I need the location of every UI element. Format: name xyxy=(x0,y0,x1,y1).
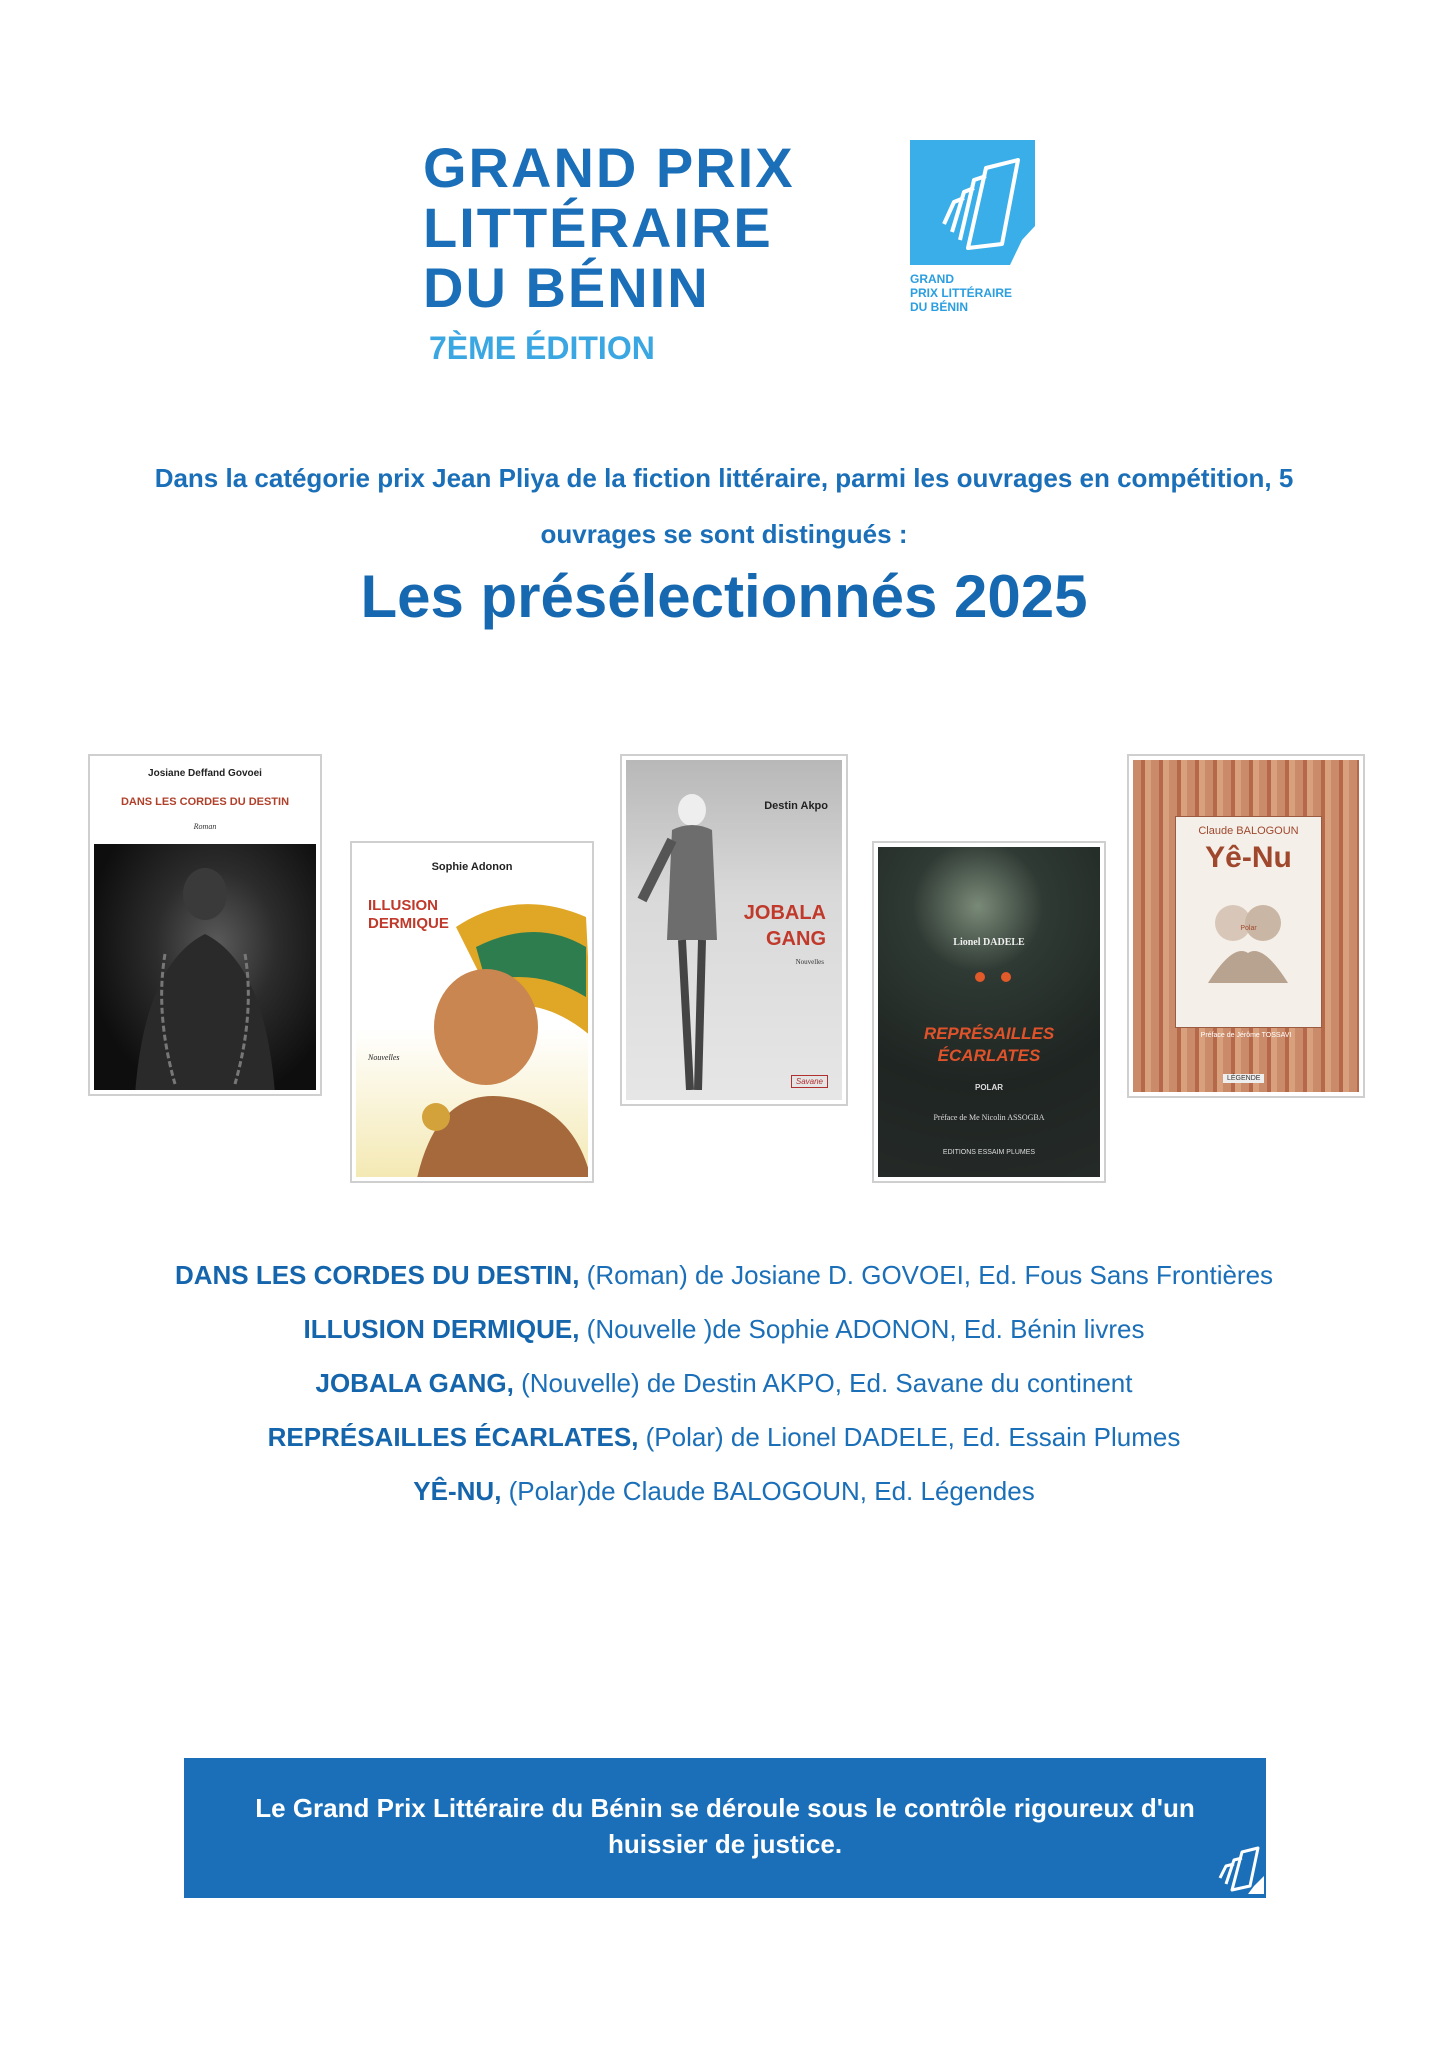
book-list xyxy=(0,1248,1448,1518)
list-item xyxy=(0,1302,1448,1356)
intro-line: ouvrages se sont distingués : xyxy=(540,519,908,549)
book-pages-icon xyxy=(910,140,1035,265)
cover-author: Sophie Adonon xyxy=(431,861,513,873)
publisher-logo: EDITIONS ESSAIM PLUMES xyxy=(942,1149,1036,1156)
cover-genre: Polar xyxy=(1240,925,1257,932)
chained-man-illustration xyxy=(94,844,316,1090)
cover-panel xyxy=(1175,816,1322,1028)
logo-caption xyxy=(910,272,1070,314)
woman-portrait-illustration xyxy=(396,887,588,1177)
edition-label: 7ÈME ÉDITION xyxy=(429,330,655,366)
cover-title-line: ÉCARLATES xyxy=(937,1046,1041,1065)
logo-caption-line: PRIX LITTÉRAIRE xyxy=(910,286,1013,300)
book-details: (Nouvelle) de Destin AKPO, Ed. Savane du continent xyxy=(513,1368,1133,1398)
cover-title xyxy=(744,900,826,952)
cover-title-line: ILLUSION xyxy=(368,897,438,914)
book-cover-cordes xyxy=(88,754,322,1096)
prize-title xyxy=(423,138,883,367)
cover-preface: Préface de Jérôme TOSSAVI xyxy=(1200,1032,1292,1039)
cover-genre: Nouvelles xyxy=(368,1053,400,1062)
intro-text xyxy=(100,450,1348,562)
glowing-eyes-icon xyxy=(968,967,1018,987)
headline: Les présélectionnés 2025 xyxy=(360,563,1088,630)
cover-genre: POLAR xyxy=(975,1083,1003,1092)
cover-title-line: GANG xyxy=(766,928,826,950)
book-title: DANS LES CORDES DU DESTIN, xyxy=(174,1260,580,1290)
cover-author: Claude BALOGOUN xyxy=(1198,825,1299,837)
list-item xyxy=(0,1356,1448,1410)
title-line-3: DU BÉNIN xyxy=(423,256,710,319)
cover-genre: Nouvelles xyxy=(795,958,824,966)
book-pages-icon xyxy=(1212,1840,1264,1894)
book-title: YÊ-NU, xyxy=(413,1476,502,1506)
book-details: (Roman) de Josiane D. GOVOEI, Ed. Fous Sans Frontières xyxy=(579,1260,1274,1290)
title-line-2: LITTÉRAIRE xyxy=(423,196,773,259)
title-line-1: GRAND PRIX xyxy=(423,136,795,199)
cover-title: Yê-Nu xyxy=(1205,841,1292,874)
cover-author: Destin Akpo xyxy=(764,800,828,812)
cover-author: Josiane Deffand Govoei xyxy=(148,768,262,779)
book-cover-illusion xyxy=(350,841,594,1183)
cover-title-line: DERMIQUE xyxy=(368,915,449,932)
footer-banner xyxy=(184,1758,1266,1898)
couple-portrait-illustration xyxy=(1198,883,1298,983)
book-cover-represailles xyxy=(872,841,1106,1183)
cover-preface: Préface de Me Nicolin ASSOGBA xyxy=(933,1113,1045,1122)
publisher-logo: LÉGENDE xyxy=(1223,1074,1264,1083)
cover-title xyxy=(878,1023,1100,1067)
cover-title-line: REPRÉSAILLES xyxy=(923,1024,1055,1043)
footer-text: Le Grand Prix Littéraire du Bénin se déroule sous le contrôle rigoureux d'un huissier de justice. xyxy=(255,1793,1195,1859)
intro-line: Dans la catégorie prix Jean Pliya de la fiction littéraire, parmi les ouvrages en compétition, 5 xyxy=(154,463,1294,493)
cover-title: DANS LES CORDES DU DESTIN xyxy=(120,796,290,808)
book-details: (Polar) de Lionel DADELE, Ed. Essain Plumes xyxy=(638,1422,1181,1452)
publisher-logo: Savane xyxy=(791,1075,828,1088)
list-item xyxy=(0,1464,1448,1518)
cover-illustration xyxy=(94,844,316,1090)
book-title: REPRÉSAILLES ÉCARLATES, xyxy=(267,1422,639,1452)
cover-author: Lionel DADELE xyxy=(953,937,1025,948)
book-details: (Nouvelle )de Sophie ADONON, Ed. Bénin livres xyxy=(579,1314,1145,1344)
cover-title-line: JOBALA xyxy=(743,902,826,924)
book-cover-jobala xyxy=(620,754,848,1106)
list-item xyxy=(0,1248,1448,1302)
logo-caption-line: GRAND xyxy=(910,272,954,286)
masked-dancer-illustration xyxy=(632,790,742,1090)
cover-genre: Roman xyxy=(193,822,217,831)
book-title: JOBALA GANG, xyxy=(315,1368,514,1398)
list-item xyxy=(0,1410,1448,1464)
logo-caption-line: DU BÉNIN xyxy=(910,300,969,314)
book-cover-yenu xyxy=(1127,754,1365,1098)
book-title: ILLUSION DERMIQUE, xyxy=(303,1314,580,1344)
book-details: (Polar)de Claude BALOGOUN, Ed. Légendes xyxy=(501,1476,1035,1506)
